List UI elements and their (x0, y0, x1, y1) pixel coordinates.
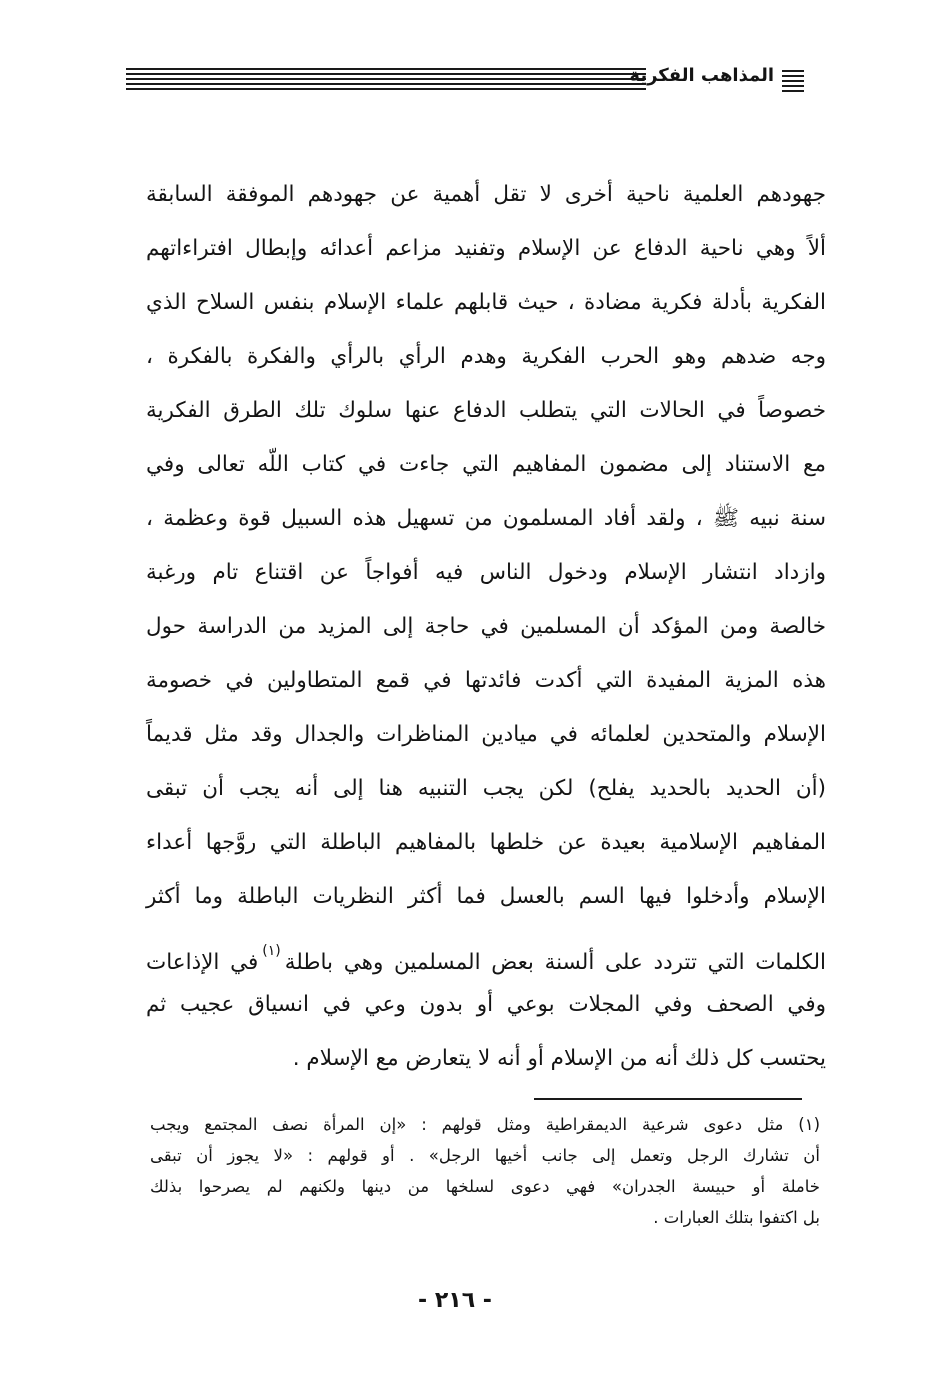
footnote-line (150, 1109, 820, 1140)
header-title: المذاهب الفكرية (629, 65, 774, 86)
footnote-number: (١) (798, 1115, 820, 1134)
body-line: مع الاستناد إلى مضمون المفاهيم التي جاءت في كتاب اللّه تعالى وفي (146, 452, 826, 477)
body-line: وجه ضدهم وهو الحرب الفكرية وهدم الرأي بالرأي والفكرة بالفكرة ، (146, 344, 826, 369)
footnote (150, 1109, 820, 1233)
footnote-reference: (١) (262, 943, 281, 959)
body-line-with-footnote-ref (146, 924, 826, 978)
body-line: خصوصاً في الحالات التي يتطلب الدفاع عنها سلوك تلك الطرق الفكرية (146, 398, 826, 423)
body-line: المفاهيم الإسلامية بعيدة عن خلطها بالمفاهيم الباطلة التي روَّجها أعداء (146, 830, 826, 855)
header-rule-lines (126, 68, 646, 94)
body-line-segment: الكلمات التي تتردد على ألسنة بعض المسلمين وهي باطلة (284, 950, 827, 975)
body-line: سنة نبيه ﷺ ، ولقد أفاد المسلمون من تسهيل هذه السبيل قوة وعظمة ، (146, 506, 826, 531)
body-line: هذه المزية المفيدة التي أكدت فائدتها في قمع المتطاولين في خصومة (146, 668, 826, 693)
running-header (126, 62, 804, 102)
body-text (146, 168, 826, 1086)
body-line: (أن الحديد بالحديد يفلح) لكن يجب التنبيه هنا إلى أنه يجب أن تبقى (146, 776, 826, 801)
body-line: جهودهم العلمية ناحية أخرى لا تقل أهمية عن جهودهم الموفقة السابقة (146, 182, 826, 207)
body-line: وفي الصحف وفي المجلات بوعي أو بدون وعي في انسياق عجيب ثم (146, 992, 826, 1017)
body-line: الفكرية بأدلة فكرية مضادة ، حيث قابلهم علماء الإسلام بنفس السلاح الذي (146, 290, 826, 315)
body-line: ألاً وهي ناحية الدفاع عن الإسلام وتفنيد مزاعم أعدائه وإبطال افتراءاتهم (146, 236, 826, 261)
footnote-line: بل اكتفوا بتلك العبارات . (653, 1208, 820, 1227)
footnote-line: خاملة أو حبيسة الجدران» فهي دعوى لسلخها من دينها ولكنهم لم يصرحوا بذلك (150, 1177, 820, 1196)
body-line: الإسلام وأدخلوا فيها السم بالعسل فما أكثر النظريات الباطلة وما أكثر (146, 884, 826, 909)
body-line: خالصة ومن المؤكد أن المسلمين في حاجة إلى المزيد من الدراسة حول (146, 614, 826, 639)
body-line-segment: في الإذاعات (146, 950, 259, 975)
footnote-separator (534, 1098, 802, 1100)
page-number: - ٢١٦ - (418, 1288, 492, 1313)
body-line: الإسلام والمتحدين لعلمائه في ميادين المناظرات والجدال وقد مثل قديماً (146, 722, 826, 747)
footnote-text: مثل دعوى شرعية الديمقراطية ومثل قولهم : «إن المرأة نصف المجتمع ويجب (150, 1115, 784, 1134)
body-line: وازداد انتشار الإسلام ودخول الناس فيه أفواجاً عن اقتناع تام ورغبة (146, 560, 826, 585)
footnote-line: أن تشارك الرجل وتعمل إلى جانب أخيها الرجل» . أو قولهم : «لا يجوز أن تبقى (150, 1146, 820, 1165)
body-last-line: يحتسب كل ذلك أنه من الإسلام أو أنه لا يتعارض مع الإسلام . (292, 1046, 826, 1071)
header-ornament (782, 70, 804, 95)
